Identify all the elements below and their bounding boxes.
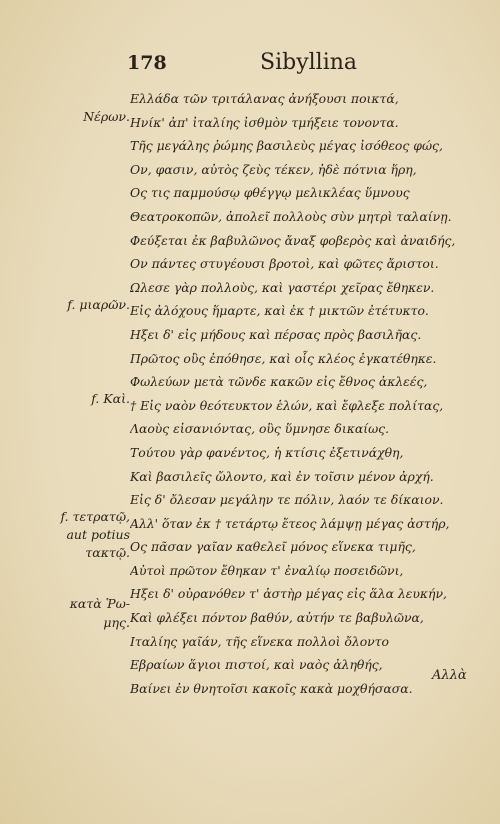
verse-line: Ελλάδα τῶν τριτάλανας ἀνήξουσι ποικτά, — [130, 91, 399, 106]
margin-note-tetartos: τακτῷ. — [85, 545, 130, 560]
margin-note-miaron: f. μιαρῶν. — [67, 297, 130, 312]
verse-line: Ος τις παμμούσῳ φθέγγῳ μελικλέας ὕμνους — [130, 185, 410, 201]
verse-line: Ος πᾶσαν γαῖαν καθελεῖ μόνος εἵνεκα τιμῆς, — [130, 539, 416, 555]
margin-note-neron: Νέρων. — [83, 109, 130, 124]
verse-line: Ηξει δ' οὐρανόθεν τ' ἀστὴρ μέγας εἰς ἅλα λευκήν, — [130, 586, 447, 602]
margin-note-tetartos: aut potius — [66, 527, 130, 542]
margin-note-tetartos: f. τετρατῷ, — [60, 509, 130, 524]
verse-line: Καὶ φλέξει πόντον βαθύν, αὐτήν τε βαβυλῶνα, — [130, 610, 424, 626]
verse-line: Αλλ' ὅταν ἐκ † τετάρτῳ ἔτεος λάμψῃ μέγας ἀστήρ, — [130, 515, 450, 531]
verse-line: Φωλεύων μετὰ τῶνδε κακῶν εἰς ἔθνος ἀκλεές, — [130, 374, 428, 390]
verse-line: Πρῶτος οὓς ἐπόθησε, καὶ οἷς κλέος ἐγκατέθηκε. — [130, 350, 437, 366]
running-title: Sibyllina — [260, 50, 358, 75]
verse-line: Θεατροκοπῶν, ἀπολεῖ πολλοὺς σὺν μητρὶ ταλαίνῃ. — [130, 208, 452, 224]
verse-line: Εβραίων ἅγιοι πιστοί, καὶ ναὸς ἀληθής, — [130, 657, 383, 673]
margin-note-kata: μης. — [103, 615, 130, 630]
verse-line: Ηξει δ' εἰς μήδους καὶ πέρσας πρὸς βασιλῆας. — [130, 326, 422, 342]
verse-line: Βαίνει ἐν θνητοῖσι κακοῖς κακὰ μοχθήσασα. — [130, 680, 413, 696]
margin-note-kai: f. Καὶ. — [91, 391, 130, 406]
verse-line: Ιταλίης γαῖάν, τῆς εἵνεκα πολλοὶ ὄλοντο — [130, 633, 389, 649]
verse-line: Καὶ βασιλεῖς ὤλοντο, καὶ ἐν τοῖσιν μένον ἀρχή. — [130, 468, 434, 484]
verse-line: Ον πάντες στυγέουσι βροτοὶ, καὶ φῶτες ἄριστοι. — [130, 256, 439, 272]
verse-line: Ον, φασιν, αὐτὸς ζεὺς τέκεν, ἠδὲ πότνια ἥρη, — [130, 161, 417, 177]
verse-line: Τῆς μεγάλης ῥώμης βασιλεὺς μέγας ἰσόθεος φώς, — [130, 138, 443, 154]
page-header — [0, 52, 500, 82]
verse-text — [130, 87, 480, 700]
verse-line: Εἰς δ' ὄλεσαν μεγάλην τε πόλιν, λαόν τε δίκαιον. — [130, 492, 444, 508]
verse-line: † Εἰς ναὸν θεότευκτον ἑλών, καὶ ἔφλεξε πολίτας, — [130, 397, 444, 413]
page-number: 178 — [127, 52, 167, 74]
margin-note-kata: κατὰ Ῥω- — [69, 596, 130, 611]
verse-line: Ωλεσε γὰρ πολλοὺς, καὶ γαστέρι χεῖρας ἔθηκεν. — [130, 279, 435, 295]
verse-line: Τούτου γὰρ φανέντος, ἡ κτίσις ἐξετινάχθη, — [130, 444, 404, 460]
verse-line: Εἰς ἀλόχους ἥμαρτε, καὶ ἐκ † μικτῶν ἐτέτυκτο. — [130, 303, 429, 319]
catchword: Αλλὰ — [432, 668, 467, 683]
verse-line: Λαοὺς εἰσανιόντας, οὓς ὕμνησε δικαίως. — [130, 421, 390, 437]
verse-line: Ηνίκ' ἀπ' ἰταλίης ἰσθμὸν τμήξειε τονοντα. — [130, 114, 399, 130]
verse-line: Αὐτοὶ πρῶτον ἔθηκαν τ' ἐναλίῳ ποσειδῶνι, — [130, 562, 404, 578]
verse-line: Φεύξεται ἐκ βαβυλῶνος ἄναξ φοβερὸς καὶ ἀναιδής, — [130, 232, 456, 248]
